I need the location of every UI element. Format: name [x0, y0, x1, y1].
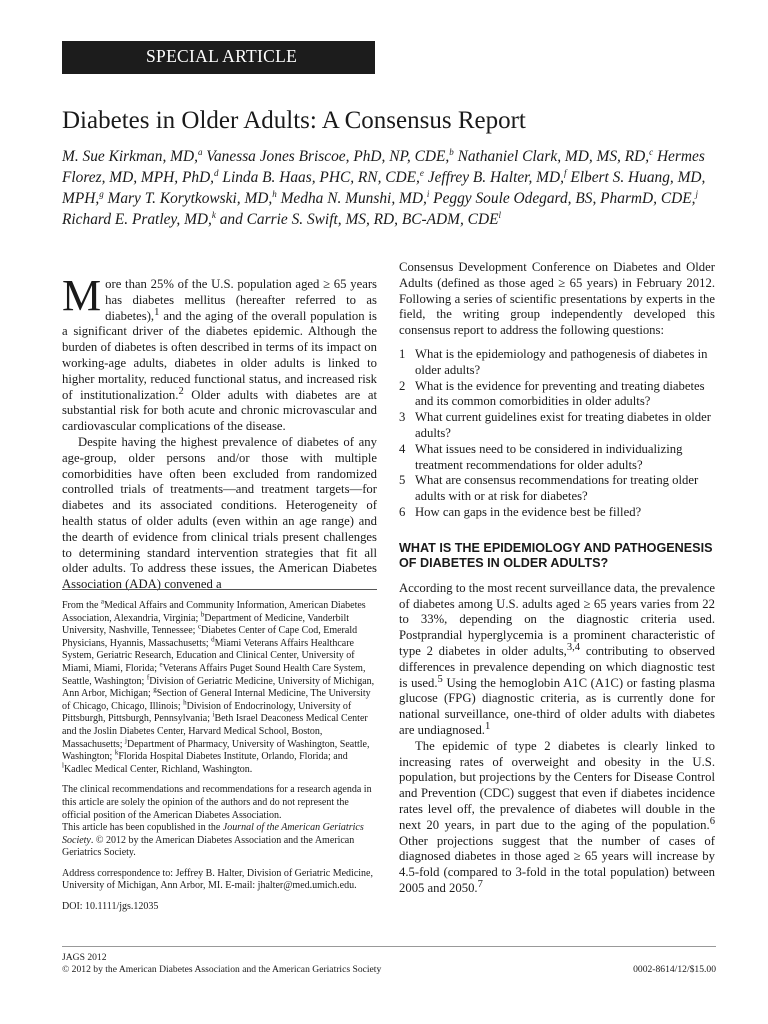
question-text: What are consensus recommendations for treating older adults with or at risk for diabetes?: [415, 473, 699, 504]
question-text: What is the epidemiology and pathogenesis of diabetes in older adults?: [415, 346, 708, 377]
question-item: [399, 379, 715, 411]
journal-name: Journal of the American Geriatrics Society: [62, 822, 364, 846]
section-heading: WHAT IS THE EPIDEMIOLOGY AND PATHOGENESIS OF DIABETES IN OLDER ADULTS?: [399, 540, 713, 570]
left-column: [62, 271, 377, 593]
question-number: 3: [399, 410, 406, 425]
affiliations-note: From the $^a$Medical Affairs and Community Information, American Diabetes Association, Alexandria, Virginia; $^b$Department of Medicine, Vanderbilt University, Nashville, Tennessee; $^c$Diabetes Center of Cape Cod, Emerald Physicians, Hyannis, Massachusetts; $^d$Miami Veterans Affairs Healthcare System, Geriatric Research, Education and Clinical Center, University of Miami, Miami, Florida; $^e$Veterans Affairs Puget Sound Health Care System, Seattle, Washington; $^f$Division of Geriatric Medicine, University of Michigan, Ann Arbor, Michigan; $^g$Section of General Internal Medicine, The University of Chicago, Chicago, Illinois; $^h$Division of Endocrinology, University of Pittsburgh, Pittsburgh, Pennsylvania; $^i$Beth Israel Deaconess Medical Center and the Joslin Diabetes Center, Harvard Medical School, Boston, Massachusetts; $^j$Department of Pharmacy, University of Washington, Seattle, Washington; $^k$Florida Hospital Diabetes Institute, Orlando, Florida; and $^l$Kadlec Medical Center, Richland, Washington.: [62, 597, 375, 775]
question-number: 6: [399, 504, 406, 519]
question-item: [399, 347, 715, 379]
footer-divider: [62, 946, 716, 947]
question-text: What is the evidence for preventing and treating diabetes and its common comorbidities in older adults?: [415, 378, 705, 409]
article-title: Diabetes in Older Adults: A Consensus Report: [62, 107, 526, 134]
body-paragraph-5: The epidemic of type 2 diabetes is clearly linked to increasing rates of overweight and obesity in the U.S. population, but projections by the Centers for Disease Control and Prevention (CDC) suggest that even if diabetes incidence rates level off, the prevalence of diabetes will double in the next 20 years, in part due to the aging of the population.$^6$ Other projections suggest that the number of cases of diagnosed diabetes in those aged ≥ 65 years will increase by 4.5-fold (compared to 3-fold in the total population) between 2005 and 2050.$^7$: [399, 738, 715, 895]
body-paragraph-4: According to the most recent surveillance data, the prevalence of diabetes among U.S. adults aged ≥ 65 years varies from 22 to 33%, depending on the diagnostic criteria used. Postprandial hyperglycemia is a prominent characteristic of type 2 diabetes in older adults,$^{3,4}$ contributing to observed differences in prevalence depending on which diagnostic test is used.$^5$ Using the hemoglobin A1C (A1C) or fasting plasma glucose (FPG) diagnostic criteria, as is currently done for national surveillance, one-third of older adults with diabetes are undiagnosed.$^1$: [399, 580, 716, 737]
question-list: [399, 347, 715, 521]
question-text: What issues need to be considered in individualizing treatment recommendations for older adults?: [415, 441, 683, 472]
banner-label: SPECIAL ARTICLE: [146, 46, 298, 66]
author-list: M. Sue Kirkman, MD,$^a$ Vanessa Jones Briscoe, PhD, NP, CDE,$^b$ Nathaniel Clark, MD, MS, RD,$^c$ Hermes Florez, MD, MPH, PhD,$^d$ Linda B. Haas, PHC, RN, CDE,$^e$ Jeffrey B. Halter, MD,$^f$ Elbert S. Huang, MD, MPH,$^g$ Mary T. Korytkowski, MD,$^h$ Medha N. Munshi, MD,$^i$ Peggy Soule Odegard, BS, PharmD, CDE,$^j$ Richard E. Pratley, MD,$^k$ and Carrie S. Swift, MS, RD, BC-ADM, CDE$^l$: [62, 146, 706, 228]
correspondence-note: Address correspondence to: Jeffrey B. Halter, Division of Geriatric Medicine, University of Michigan, Ann Arbor, MI. E-mail: jhalter@med.umich.edu.: [62, 867, 373, 892]
question-item: [399, 442, 715, 474]
question-number: 4: [399, 441, 406, 456]
right-column: [399, 260, 715, 897]
disclaimer-note: The clinical recommendations and recommendations for a research agenda in this article are solely the opinion of the authors and do not represent the official position of the American Diabetes Association. This article has been copublished in the Journal of the American Geriatrics Society. © 2012 by the American Diabetes Association and the American Geriatrics Society.: [62, 784, 372, 859]
question-item: [399, 473, 715, 505]
footer-left: [62, 952, 381, 976]
question-number: 2: [399, 378, 406, 393]
body-paragraph-2: Despite having the highest prevalence of diabetes of any age-group, older persons and/or those with multiple comorbidities have often been excluded from randomized controlled trials of treatments—and treatment targets—for diabetes and its associated conditions. Heterogeneity of health status of older adults (even within an age range) and the dearth of evidence from clinical trials present challenges to determining standard intervention strategies that fit all older adults. To address these issues, the American Diabetes Association (ADA) convened a: [62, 434, 377, 592]
intro-text: ore than 25% of the U.S. population aged ≥ 65 years has diabetes mellitus (hereafter referred to as diabetes),$^1$ and the aging of the overall population is a significant driver of the diabetes epidemic. Although the burden of diabetes is often described in terms of its impact on working-age adults, diabetes in older adults is linked to higher mortality, reduced functional status, and increased risk of institutionalization.$^2$ Older adults with diabetes are at substantial risk for both acute and chronic microvascular and cardiovascular complications of the disease.: [62, 277, 377, 434]
intro-paragraph: [62, 271, 377, 435]
footer-code: 0002-8614/12/$15.00: [633, 964, 716, 975]
question-text: How can gaps in the evidence best be filled?: [415, 504, 642, 519]
footer-journal: JAGS 2012: [62, 952, 107, 963]
section-banner: [62, 41, 375, 74]
question-item: [399, 505, 715, 521]
question-number: 5: [399, 473, 406, 488]
question-item: [399, 410, 715, 442]
footer-copyright: © 2012 by the American Diabetes Association and the American Geriatrics Society: [62, 964, 382, 975]
body-paragraph-3: Consensus Development Conference on Diabetes and Older Adults (defined as those aged ≥ 65 years) in February 2012. Following a series of scientific presentations by experts in the field, the writing group independently developed this consensus report to address the following questions:: [399, 260, 715, 338]
footnotes: [62, 597, 377, 922]
footnote-divider: [62, 589, 377, 590]
drop-cap: M: [62, 271, 102, 320]
question-text: What current guidelines exist for treating diabetes in older adults?: [415, 410, 711, 440]
question-number: 1: [399, 346, 406, 361]
doi-note: DOI: 10.1111/jgs.12035: [62, 901, 159, 913]
